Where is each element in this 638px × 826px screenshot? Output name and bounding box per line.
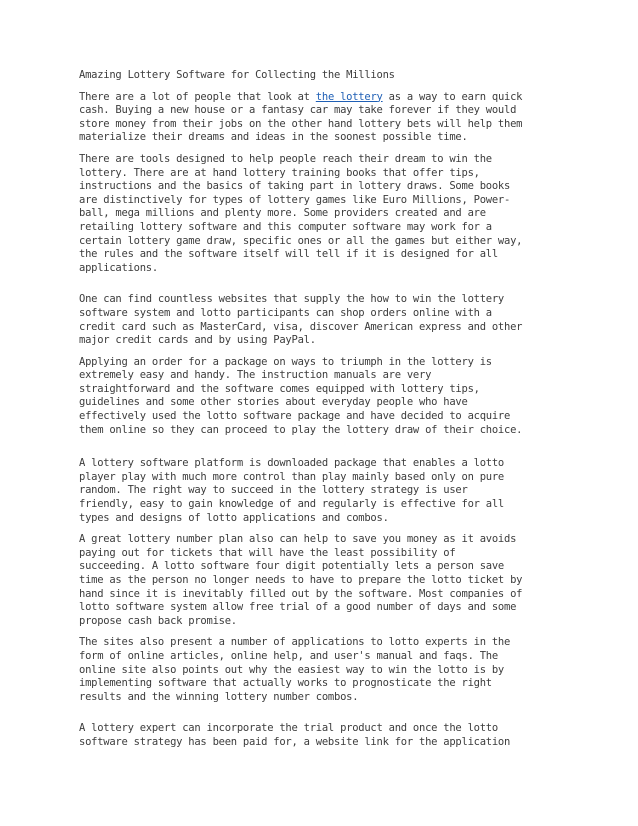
paragraph-line: are distinctively for types of lottery games like Euro Millions, Power- — [79, 193, 511, 206]
paragraph-line: A lottery software platform is downloaded package that enables a lotto — [79, 457, 505, 470]
paragraph-line: Applying an order for a package on ways to triumph in the lottery is — [79, 355, 492, 368]
paragraph-line: materialize their dreams and ideas in the soonest possible time. — [79, 131, 468, 144]
paragraph-6 — [79, 533, 569, 628]
paragraph-line: paying out for tickets that will have the least possibility of — [79, 546, 456, 559]
paragraph-5 — [79, 457, 569, 525]
paragraph-line: straightforward and the software comes equipped with lottery tips, — [79, 382, 480, 395]
paragraph-1 — [79, 91, 569, 145]
paragraph-line: propose cash back promise. — [79, 614, 237, 627]
paragraph-line: cash. Buying a new house or a fantasy car may take forever if they would — [79, 104, 517, 117]
paragraph-line: instructions and the basics of taking part in lottery draws. Some books — [79, 180, 511, 193]
paragraph-line: certain lottery game draw, specific ones or all the games but either way, — [79, 234, 523, 247]
paragraph-line: credit card such as MasterCard, visa, discover American express and other — [79, 320, 523, 333]
paragraph-line: guidelines and some other stories about everyday people who have — [79, 396, 468, 409]
paragraph-line: the rules and the software itself will tell if it is designed for all — [79, 248, 498, 261]
paragraph-line: There are tools designed to help people reach their dream to win the — [79, 152, 492, 165]
paragraph-line: retailing lottery software and this computer software may work for a — [79, 220, 492, 233]
the-lottery-link[interactable]: the lottery — [315, 90, 383, 103]
paragraph-8 — [79, 722, 569, 749]
paragraph-line: results and the winning lottery number combos. — [79, 690, 359, 703]
paragraph-line: A great lottery number plan also can help to save you money as it avoids — [79, 533, 517, 546]
paragraph-2 — [79, 153, 569, 275]
paragraph-line: player play with much more control than play mainly based only on pure — [79, 470, 505, 483]
paragraph-line: The sites also present a number of applications to lotto experts in the — [79, 636, 511, 649]
paragraph-line: hand since it is inevitably filled out by the software. Most companies of — [79, 587, 523, 600]
paragraph-line: extremely easy and handy. The instruction manuals are very — [79, 369, 432, 382]
paragraph-3 — [79, 293, 569, 347]
paragraph-line: implementing software that actually works to prognosticate the right — [79, 677, 492, 690]
paragraph-line: succeeding. A lotto software four digit potentially lets a person save — [79, 560, 505, 573]
paragraph-line: random. The right way to succeed in the lottery strategy is user — [79, 484, 468, 497]
paragraph-line: There are a lot of people that look at the lottery as a way to earn quick — [79, 90, 523, 103]
paragraph-line: lottery. There are at hand lottery training books that offer tips, — [79, 166, 480, 179]
paragraph-line: software strategy has been paid for, a website link for the application — [79, 735, 511, 748]
document-title: Amazing Lottery Software for Collecting the Millions — [79, 69, 395, 81]
paragraph-7 — [79, 636, 569, 704]
paragraph-line: form of online articles, online help, and user's manual and faqs. The — [79, 649, 498, 662]
paragraph-line: effectively used the lotto software package and have decided to acquire — [79, 410, 511, 423]
paragraph-line: One can find countless websites that supply the how to win the lottery — [79, 293, 505, 306]
paragraph-line: applications. — [79, 261, 158, 274]
paragraph-line: time as the person no longer needs to have to prepare the lotto ticket by — [79, 574, 523, 586]
paragraph-line: lotto software system allow free trial of a good number of days and some — [79, 601, 517, 614]
paragraph-line: online site also points out why the easiest way to win the lotto is by — [79, 663, 505, 676]
document-body — [79, 69, 569, 758]
paragraph-line: ball, mega millions and plenty more. Some providers created and are — [79, 207, 486, 220]
paragraph-line: store money from their jobs on the other hand lottery bets will help them — [79, 117, 523, 130]
paragraph-line: A lottery expert can incorporate the trial product and once the lotto — [79, 722, 498, 735]
paragraph-line: software system and lotto participants can shop orders online with a — [79, 306, 492, 319]
paragraph-4 — [79, 356, 569, 438]
paragraph-line: major credit cards and by using PayPal. — [79, 334, 316, 347]
paragraph-line: friendly, easy to gain knowledge of and regularly is effective for all — [79, 498, 505, 511]
paragraph-line: them online so they can proceed to play the lottery draw of their choice. — [79, 423, 523, 436]
paragraph-line: types and designs of lotto applications and combos. — [79, 511, 389, 524]
